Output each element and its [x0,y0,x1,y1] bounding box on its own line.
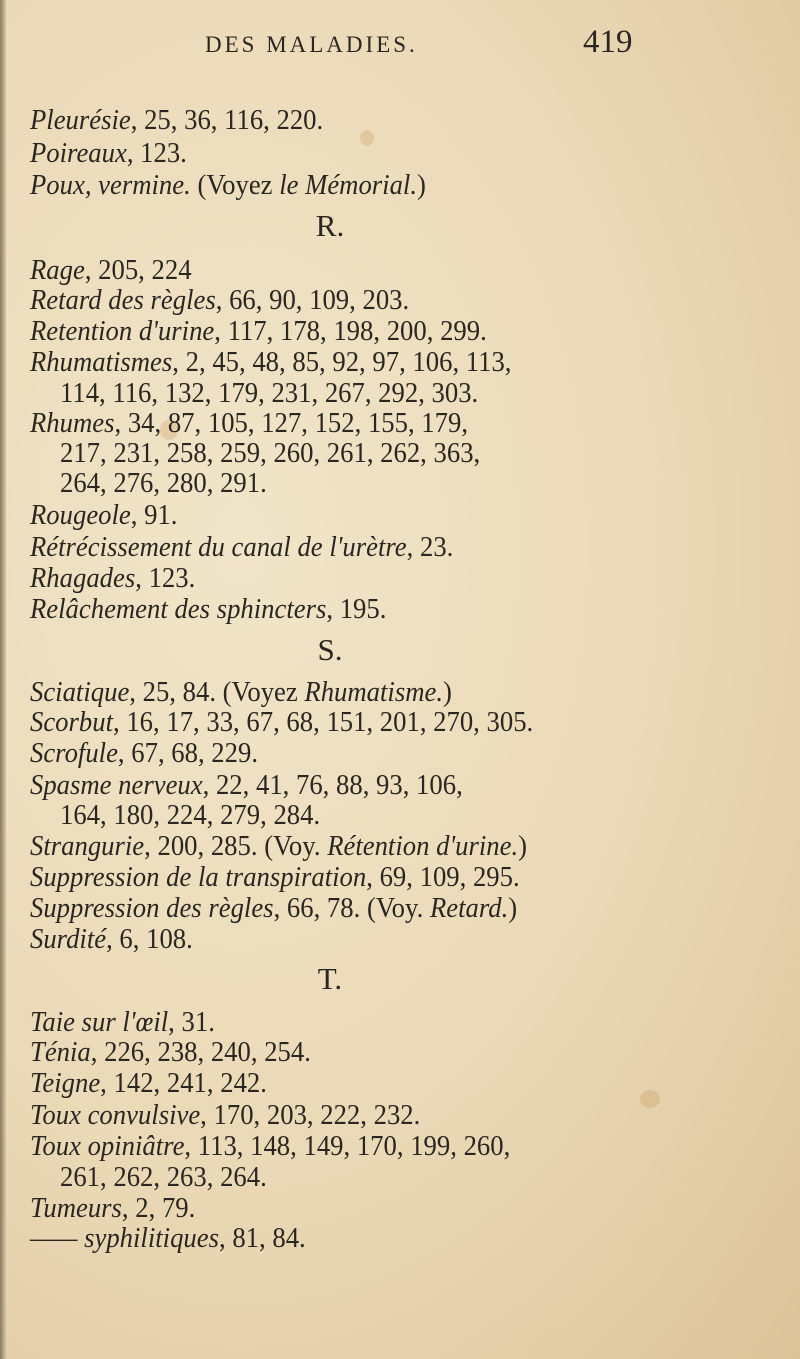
entry-term: Pleurésie [30,104,131,136]
index-entry [30,284,409,317]
entry-pages: , 142, 241, 242. [100,1067,267,1099]
entry-pages: , 113, 148, 149, 170, 199, 260, [184,1130,511,1162]
index-entry [30,1130,510,1163]
entry-pages: , 34, 87, 105, 127, 152, 155, 179, [114,407,468,439]
entry-pages: , 69, 109, 295. [366,861,520,893]
entry-term: Teigne [30,1067,101,1099]
index-entry [30,737,258,770]
cross-reference-close: ) [508,892,518,924]
index-entry [30,706,533,739]
page-number: 419 [583,24,633,60]
index-entry [30,861,520,894]
entry-pages: , 81, 84. [218,1222,306,1254]
entry-pages: , 117, 178, 198, 200, 299. [214,315,487,347]
entry-pages: , 16, 17, 33, 67, 68, 151, 201, 270, 305. [113,706,534,738]
entry-pages: , 123. [135,562,196,594]
entry-term: Rougeole [30,499,131,531]
entry-term: Spasme nerveux [30,769,203,801]
entry-term: —— syphilitiques [30,1222,219,1254]
index-entry [30,346,511,379]
entry-pages: , 31. [168,1006,215,1038]
index-entry [30,531,453,564]
entry-term: Suppression des règles [30,892,274,924]
index-entry [30,1222,306,1255]
entry-pages: , 6, 108. [106,923,193,955]
entry-pages: , 226, 238, 240, 254. [90,1036,311,1068]
entry-term: Suppression de la transpiration [30,861,367,893]
entry-term: Rhumes [30,407,115,439]
entry-pages: , 25, 84. (Voyez [129,676,305,708]
entry-pages: , 200, 285. (Voy. [144,830,328,862]
entry-pages: , 25, 36, 116, 220. [130,104,324,136]
cross-reference-close: ) [417,169,426,201]
entry-term: Rage [30,254,85,286]
entry-pages: , 22, 41, 76, 88, 93, 106, [202,769,463,801]
entry-term: Toux convulsive [30,1099,201,1131]
cross-reference: Rhumatisme. [304,676,443,708]
entry-term: Strangurie [30,830,145,862]
index-entry [30,169,426,202]
entry-term: Rhagades [30,562,136,594]
section-letter: S. [317,632,343,667]
entry-pages: , 66, 78. (Voy. [273,892,430,924]
index-entry [30,1036,311,1069]
paper-stain [640,1090,660,1108]
page-edge [0,0,6,1359]
entry-term: Ténia [30,1036,91,1068]
entry-term: Rétrécissement du canal de l'urètre [30,531,407,563]
entry-term: Retention d'urine [30,315,215,347]
entry-pages: , 2, 45, 48, 85, 92, 97, 106, 113, [172,346,512,378]
entry-term: Taie sur l'œil [30,1006,169,1038]
index-entry [30,1006,215,1039]
entry-pages: (Voyez [190,169,280,201]
entry-pages: , 170, 203, 222, 232. [200,1099,421,1131]
index-entry [30,104,323,137]
cross-reference-close: ) [442,676,452,708]
entry-term: Scrofule [30,737,118,769]
entry-continuation: 164, 180, 224, 279, 284. [60,799,321,831]
index-entry [30,562,195,595]
entry-term: Retard des règles [30,284,216,316]
entry-continuation: 264, 276, 280, 291. [60,467,267,499]
index-entry [30,769,463,802]
entry-term: Relâchement des sphincters [30,593,327,625]
index-entry [30,593,386,626]
section-letter: T. [317,961,343,996]
index-entry [30,1067,267,1100]
index-entry [30,1192,195,1225]
index-entry [30,407,468,440]
entry-pages: , 67, 68, 229. [117,737,259,769]
index-entry [30,923,193,956]
index-entry [30,137,187,170]
cross-reference-close: ) [518,830,528,862]
entry-term: Scorbut [30,706,114,738]
entry-pages: , 2, 79. [121,1192,196,1224]
index-entry [30,1099,420,1132]
cross-reference: le Mémorial. [279,169,418,201]
index-entry [30,254,192,287]
cross-reference: Retard. [429,892,509,924]
entry-continuation: 217, 231, 258, 259, 260, 261, 262, 363, [60,437,481,469]
index-entry [30,499,177,532]
section-letter: R. [315,208,345,243]
entry-pages: , 66, 90, 109, 203. [215,284,410,316]
entry-pages: , 195. [326,593,387,625]
entry-pages: , 205, 224 [84,254,192,286]
index-entry [30,830,527,863]
index-entry [30,676,452,709]
paper-stain [360,130,374,146]
entry-continuation: 261, 262, 263, 264. [60,1161,267,1193]
running-header: DES MALADIES. [205,32,418,57]
index-entry [30,892,517,925]
entry-term: Surdité [30,923,107,955]
index-entry [30,315,487,348]
entry-term: Poux, vermine. [30,169,191,201]
entry-continuation: 114, 116, 132, 179, 231, 267, 292, 303. [60,377,479,409]
entry-term: Tumeurs [30,1192,122,1224]
cross-reference: Rétention d'urine. [327,830,519,862]
entry-term: Sciatique [30,676,130,708]
entry-term: Rhumatismes [30,346,173,378]
entry-pages: , 23. [406,531,454,563]
entry-pages: , 91. [130,499,178,531]
entry-term: Toux opiniâtre [30,1130,185,1162]
entry-term: Poireaux [30,137,127,169]
entry-pages: , 123. [126,137,187,169]
